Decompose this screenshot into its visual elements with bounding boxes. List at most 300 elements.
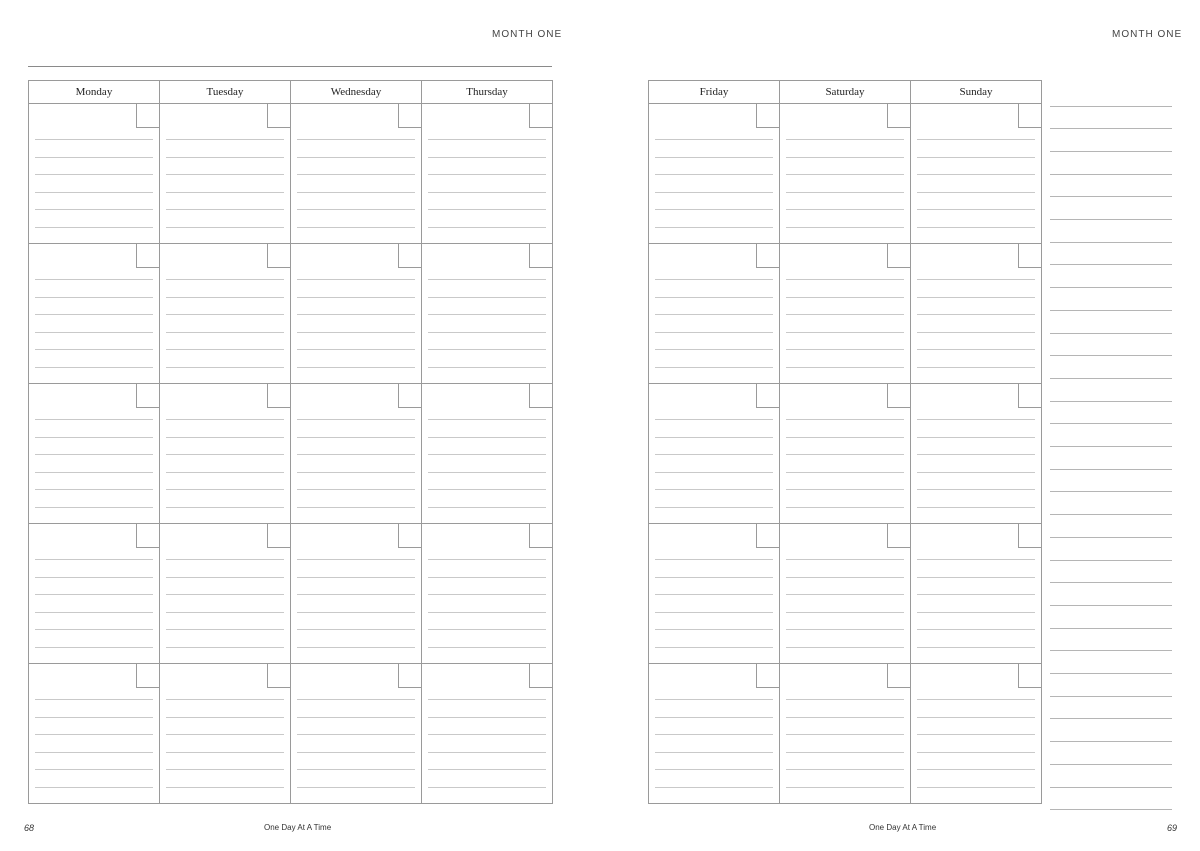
day-header-wednesday: Wednesday [291,81,422,104]
writing-line [166,332,284,333]
day-cell[interactable] [649,104,780,244]
date-box[interactable] [1018,524,1041,548]
writing-line [297,507,415,508]
day-cell[interactable] [780,244,911,384]
month-label-left: MONTH ONE [492,29,563,40]
week-row [649,524,1042,664]
writing-line [297,647,415,648]
day-header-tuesday: Tuesday [160,81,291,104]
writing-line [297,454,415,455]
writing-line [655,139,773,140]
day-cell[interactable] [29,244,160,384]
day-cell[interactable] [422,244,553,384]
day-header-thursday: Thursday [422,81,553,104]
writing-line [35,349,153,350]
writing-line [917,437,1035,438]
writing-line [35,699,153,700]
writing-line [786,192,904,193]
date-box[interactable] [887,384,910,408]
day-cell[interactable] [29,664,160,804]
writing-line [917,174,1035,175]
writing-line [917,577,1035,578]
writing-line [655,192,773,193]
writing-line [35,227,153,228]
writing-line [166,472,284,473]
writing-line [786,367,904,368]
writing-line [917,349,1035,350]
note-line [1050,287,1172,288]
writing-line [166,367,284,368]
writing-line [917,489,1035,490]
note-line [1050,242,1172,243]
date-box[interactable] [136,244,159,268]
date-box[interactable] [267,244,290,268]
writing-line [35,612,153,613]
writing-line [297,437,415,438]
date-box[interactable] [529,244,552,268]
date-box[interactable] [529,524,552,548]
writing-line [297,472,415,473]
writing-line [655,507,773,508]
writing-line [786,454,904,455]
writing-line [35,769,153,770]
date-box[interactable] [267,104,290,128]
writing-line [297,419,415,420]
date-box[interactable] [887,664,910,688]
note-line [1050,106,1172,107]
writing-line [655,297,773,298]
writing-line [428,769,546,770]
day-cell[interactable] [422,524,553,664]
writing-line [428,157,546,158]
day-cell[interactable] [911,244,1042,384]
writing-line [786,332,904,333]
page-number-right: 69 [1167,823,1178,833]
writing-line [297,489,415,490]
writing-line [35,419,153,420]
writing-line [655,752,773,753]
day-header-friday: Friday [649,81,780,104]
writing-line [297,227,415,228]
writing-line [786,349,904,350]
writing-line [786,419,904,420]
writing-line [297,752,415,753]
date-box[interactable] [887,104,910,128]
writing-line [166,507,284,508]
writing-line [166,437,284,438]
writing-line [917,787,1035,788]
date-box[interactable] [267,384,290,408]
writing-line [428,629,546,630]
writing-line [917,454,1035,455]
writing-line [917,332,1035,333]
week-row [29,104,553,244]
writing-line [297,699,415,700]
writing-line [297,734,415,735]
writing-line [428,752,546,753]
writing-line [655,594,773,595]
week-row [29,664,553,804]
note-line [1050,673,1172,674]
writing-line [655,454,773,455]
writing-line [35,157,153,158]
writing-line [655,349,773,350]
date-box[interactable] [1018,664,1041,688]
writing-line [297,139,415,140]
writing-line [428,314,546,315]
day-cell[interactable] [649,384,780,524]
writing-line [297,174,415,175]
writing-line [35,787,153,788]
writing-line [428,279,546,280]
day-cell[interactable] [780,524,911,664]
day-cell[interactable] [160,244,291,384]
day-header-saturday: Saturday [780,81,911,104]
writing-line [297,559,415,560]
day-cell[interactable] [649,244,780,384]
note-line [1050,491,1172,492]
writing-line [35,577,153,578]
writing-line [786,174,904,175]
note-line [1050,582,1172,583]
writing-line [786,314,904,315]
writing-line [917,209,1035,210]
date-box[interactable] [398,384,421,408]
writing-line [35,472,153,473]
week-row [29,384,553,524]
writing-line [297,209,415,210]
writing-line [428,367,546,368]
day-cell[interactable] [422,384,553,524]
writing-line [166,647,284,648]
writing-line [786,559,904,560]
writing-line [786,594,904,595]
week-rows [649,104,1042,804]
writing-line [428,209,546,210]
writing-line [428,647,546,648]
writing-line [786,612,904,613]
day-cell[interactable] [291,244,422,384]
writing-line [428,332,546,333]
note-line [1050,809,1172,810]
day-cell[interactable] [160,524,291,664]
writing-line [917,297,1035,298]
writing-line [35,717,153,718]
note-line [1050,469,1172,470]
writing-line [428,734,546,735]
writing-line [917,419,1035,420]
date-box[interactable] [529,384,552,408]
writing-line [428,699,546,700]
writing-line [917,647,1035,648]
writing-line [166,769,284,770]
week-rows [29,104,553,804]
writing-line [428,174,546,175]
note-line [1050,401,1172,402]
week-row [649,244,1042,384]
writing-line [428,559,546,560]
writing-line [35,559,153,560]
writing-line [166,192,284,193]
writing-line [655,157,773,158]
writing-line [786,139,904,140]
date-box[interactable] [136,104,159,128]
date-box[interactable] [887,524,910,548]
writing-line [655,367,773,368]
writing-line [786,769,904,770]
writing-line [297,349,415,350]
date-box[interactable] [136,524,159,548]
writing-line [166,157,284,158]
day-cell[interactable] [911,524,1042,664]
writing-line [297,629,415,630]
day-cell[interactable] [911,384,1042,524]
writing-line [35,209,153,210]
date-box[interactable] [756,664,779,688]
day-cell[interactable] [291,104,422,244]
writing-line [428,297,546,298]
footer-title-right: One Day At A Time [869,823,937,832]
date-box[interactable] [398,524,421,548]
date-box[interactable] [267,524,290,548]
note-line [1050,196,1172,197]
writing-line [428,437,546,438]
note-line [1050,219,1172,220]
day-cell[interactable] [780,384,911,524]
writing-line [166,787,284,788]
day-header-row [29,81,553,104]
writing-line [655,699,773,700]
writing-line [35,647,153,648]
day-cell[interactable] [29,104,160,244]
writing-line [166,227,284,228]
writing-line [655,419,773,420]
writing-line [297,612,415,613]
day-cell[interactable] [649,524,780,664]
writing-line [297,157,415,158]
writing-line [655,559,773,560]
date-box[interactable] [1018,104,1041,128]
writing-line [917,227,1035,228]
note-line [1050,718,1172,719]
date-box[interactable] [398,104,421,128]
week-row [649,384,1042,524]
writing-line [786,472,904,473]
writing-line [786,227,904,228]
day-cell[interactable] [291,524,422,664]
day-cell[interactable] [160,384,291,524]
writing-line [917,279,1035,280]
writing-line [786,437,904,438]
day-cell[interactable] [780,104,911,244]
day-cell[interactable] [291,384,422,524]
writing-line [655,647,773,648]
writing-line [166,559,284,560]
writing-line [655,717,773,718]
day-cell[interactable] [160,104,291,244]
writing-line [786,577,904,578]
writing-line [917,629,1035,630]
writing-line [428,577,546,578]
note-line [1050,741,1172,742]
writing-line [917,472,1035,473]
note-line [1050,696,1172,697]
writing-line [917,192,1035,193]
writing-line [35,367,153,368]
writing-line [786,752,904,753]
writing-line [917,594,1035,595]
writing-line [297,769,415,770]
date-box[interactable] [398,244,421,268]
writing-line [655,489,773,490]
writing-line [166,139,284,140]
writing-line [166,454,284,455]
writing-line [166,174,284,175]
date-box[interactable] [529,104,552,128]
writing-line [655,227,773,228]
writing-line [35,454,153,455]
day-cell[interactable] [911,104,1042,244]
writing-line [428,507,546,508]
writing-line [428,489,546,490]
day-cell[interactable] [422,104,553,244]
writing-line [786,647,904,648]
writing-line [786,279,904,280]
writing-line [917,559,1035,560]
day-cell[interactable] [291,664,422,804]
writing-line [655,209,773,210]
date-box[interactable] [887,244,910,268]
writing-line [166,629,284,630]
writing-line [166,699,284,700]
day-cell[interactable] [780,664,911,804]
writing-line [786,157,904,158]
date-box[interactable] [529,664,552,688]
writing-line [786,734,904,735]
writing-line [297,279,415,280]
note-line [1050,264,1172,265]
top-rule [28,66,552,67]
writing-line [428,139,546,140]
note-line [1050,628,1172,629]
footer-title-left: One Day At A Time [264,823,332,832]
week-row [29,524,553,664]
writing-line [655,437,773,438]
writing-line [917,139,1035,140]
writing-line [786,507,904,508]
writing-line [917,734,1035,735]
day-cell[interactable] [160,664,291,804]
writing-line [35,192,153,193]
writing-line [786,629,904,630]
writing-line [786,699,904,700]
writing-line [297,367,415,368]
writing-line [917,157,1035,158]
writing-line [166,419,284,420]
writing-line [786,489,904,490]
writing-line [297,717,415,718]
writing-line [655,629,773,630]
date-box[interactable] [136,384,159,408]
writing-line [655,612,773,613]
writing-line [655,472,773,473]
writing-line [428,349,546,350]
writing-line [655,314,773,315]
writing-line [917,769,1035,770]
day-cell[interactable] [422,664,553,804]
writing-line [786,209,904,210]
writing-line [166,717,284,718]
writing-line [166,734,284,735]
note-line [1050,605,1172,606]
writing-line [166,279,284,280]
note-line [1050,151,1172,152]
writing-line [655,769,773,770]
writing-line [35,314,153,315]
calendar-grid-left [28,80,553,804]
note-line [1050,378,1172,379]
note-line [1050,537,1172,538]
note-line [1050,355,1172,356]
writing-line [428,419,546,420]
writing-line [35,489,153,490]
note-line [1050,764,1172,765]
writing-line [917,752,1035,753]
writing-line [35,279,153,280]
writing-line [166,577,284,578]
writing-line [166,489,284,490]
writing-line [655,332,773,333]
date-box[interactable] [398,664,421,688]
writing-line [297,787,415,788]
day-cell[interactable] [649,664,780,804]
writing-line [297,594,415,595]
note-line [1050,446,1172,447]
date-box[interactable] [1018,244,1041,268]
month-label-right: MONTH ONE [1112,29,1183,40]
writing-line [35,332,153,333]
writing-line [35,174,153,175]
date-box[interactable] [756,384,779,408]
writing-line [655,174,773,175]
note-line [1050,514,1172,515]
writing-line [166,752,284,753]
date-box[interactable] [136,664,159,688]
date-box[interactable] [1018,384,1041,408]
week-row [649,104,1042,244]
day-cell[interactable] [29,384,160,524]
calendar-grid-right [648,80,1042,804]
writing-line [35,629,153,630]
date-box[interactable] [756,244,779,268]
day-cell[interactable] [29,524,160,664]
date-box[interactable] [267,664,290,688]
writing-line [35,594,153,595]
week-row [29,244,553,384]
writing-line [786,717,904,718]
writing-line [297,577,415,578]
writing-line [297,297,415,298]
writing-line [917,367,1035,368]
date-box[interactable] [756,104,779,128]
writing-line [35,507,153,508]
day-cell[interactable] [911,664,1042,804]
writing-line [35,139,153,140]
writing-line [786,297,904,298]
date-box[interactable] [756,524,779,548]
writing-line [428,717,546,718]
note-line [1050,560,1172,561]
